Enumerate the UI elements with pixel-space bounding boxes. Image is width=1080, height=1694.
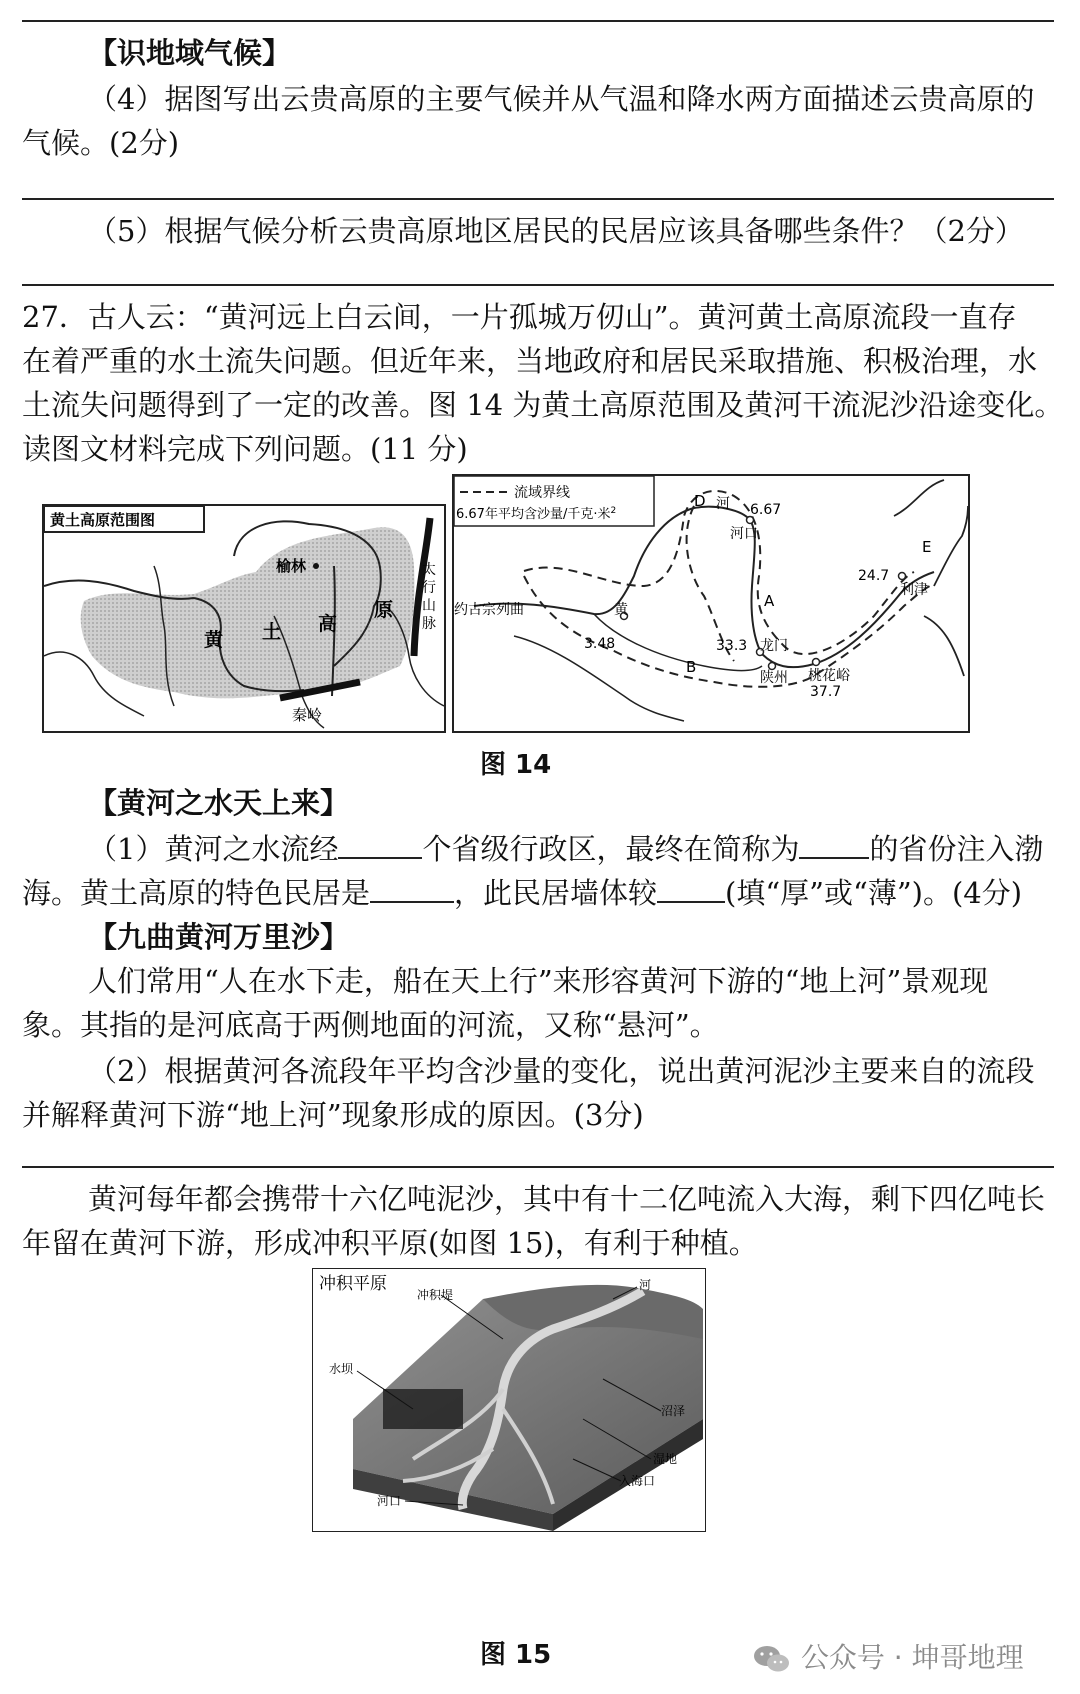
question-1-text-e: ，此民居墙体较 (454, 876, 658, 910)
value-hekou: 6.67 (750, 502, 782, 518)
label-dam: 水坝 (329, 1362, 354, 1376)
label-yuan: 原 (374, 599, 394, 621)
figure-15-caption: 图 15 (480, 1640, 552, 1670)
label-yulin: 榆林 (276, 557, 307, 575)
question-5: （5）根据气候分析云贵高原地区居民的民居应该具备哪些条件？（2分） (88, 214, 1024, 248)
answer-line (22, 1166, 1054, 1168)
answer-blank-province-abbr[interactable] (799, 833, 869, 859)
watermark (752, 1636, 1024, 1676)
label-levee: 冲积堤 (417, 1288, 454, 1302)
settlement-area (383, 1389, 463, 1429)
label-swamp: 沼泽 (661, 1404, 686, 1418)
label-river: 河 (639, 1278, 652, 1292)
station-lijin (899, 573, 906, 580)
section-heading-sand: 【九曲黄河万里沙】 (88, 920, 350, 954)
answer-line (22, 20, 1054, 22)
label-hekou: 河口 (730, 526, 758, 542)
question-27-line1: 27．古人云：“黄河远上白云间，一片孤城万仞山”。黄河黄土高原流段一直存 (22, 300, 1017, 334)
label-estuary-mouth: 入海口 (619, 1474, 656, 1488)
answer-line (22, 284, 1054, 286)
coastline (924, 616, 964, 676)
label-huang-river: 黄 (614, 602, 628, 618)
legend-boundary-label: 流域界线 (514, 485, 570, 501)
paragraph-suspended-river-2: 象。其指的是河底高于两侧地面的河流，又称“悬河”。 (22, 1008, 719, 1042)
figure-15-title: 冲积平原 (319, 1274, 387, 1294)
loess-plateau-area (81, 527, 415, 698)
label-hekou: 河口 (377, 1494, 402, 1508)
question-27-line2: 在着严重的水土流失问题。但近年来，当地政府和居民采取措施、积极治理，水 (22, 344, 1038, 378)
yellow-river-sediment-map-drawing (454, 476, 968, 731)
answer-blank-wall[interactable] (657, 877, 725, 903)
watermark-text: 公众号 · 坤哥地理 (800, 1641, 1024, 1674)
question-27-line3: 土流失问题得到了一定的改善。图 14 为黄土高原范围及黄河干流泥沙沿途变化。 (22, 388, 1064, 422)
paragraph-delta-2: 年留在黄河下游，形成冲积平原(如图 15)，有利于种植。 (22, 1226, 758, 1260)
label-E: E (922, 538, 932, 556)
value-guzong: 3.48 (584, 636, 616, 652)
station-shanzhou (769, 663, 776, 670)
label-guzong: 约古宗列曲 (454, 602, 524, 618)
legend-sediment-label: 6.67年平均含沙量/千克·米$^2$ (456, 506, 617, 522)
value-taohuayu: 37.7 (810, 684, 842, 700)
alluvial-plain-drawing (313, 1269, 705, 1531)
label-longmen: 龙门 (760, 638, 788, 654)
value-lijin: 24.7 (858, 568, 890, 584)
answer-blank-provinces[interactable] (338, 833, 422, 859)
question-1-line2 (22, 874, 1056, 912)
question-1-text-d: 海。黄土高原的特色民居是 (22, 876, 371, 910)
label-huang: 黄 (204, 629, 224, 651)
section-heading-water: 【黄河之水天上来】 (88, 786, 350, 820)
yulin-point (313, 563, 319, 569)
map-title: 黄土高原范围图 (50, 511, 156, 529)
loess-plateau-map-drawing (44, 506, 444, 731)
paragraph-delta-1: 黄河每年都会携带十六亿吨泥沙，其中有十二亿吨流入大海，剩下四亿吨长 (88, 1182, 1046, 1216)
label-D: D (694, 492, 706, 510)
question-1-text-a: （1）黄河之水流经 (88, 832, 339, 866)
label-tai: 太 (422, 562, 436, 578)
label-shan: 山 (422, 598, 436, 614)
label-tu: 土 (262, 621, 282, 643)
label-he: 河 (716, 496, 730, 512)
question-2-line2: 并解释黄河下游“地上河”现象形成的原因。(3分) (22, 1098, 644, 1132)
coastline (894, 480, 968, 586)
wechat-icon (752, 1643, 792, 1675)
label-hang: 行 (422, 580, 436, 596)
question-4-line2: 气候。(2分) (22, 126, 180, 160)
loess-plateau-map (42, 504, 446, 733)
label-mai: 脉 (422, 616, 436, 632)
paragraph-suspended-river-1: 人们常用“人在水下走，船在天上行”来形容黄河下游的“地上河”景观现 (88, 964, 989, 998)
label-wetland: 湿地 (653, 1452, 678, 1466)
question-1-text-c: 的省份注入渤 (869, 832, 1044, 866)
alluvial-plain-figure (312, 1268, 706, 1532)
label-A: A (764, 592, 775, 610)
label-B: B (686, 658, 697, 676)
question-4-line1: （4）据图写出云贵高原的主要气候并从气温和降水两方面描述云贵高原的 (88, 82, 1035, 116)
section-heading-climate: 【识地域气候】 (88, 36, 292, 70)
question-1-text-f: (填“厚”或“薄”)。(4分) (725, 876, 1023, 910)
label-lijin: 利津 (900, 582, 928, 598)
answer-blank-dwelling[interactable] (370, 877, 454, 903)
value-longmen: 33.3 (716, 638, 748, 654)
question-1-text-b: 个省级行政区，最终在简称为 (422, 832, 800, 866)
figure-14-caption: 图 14 (480, 750, 552, 780)
label-qinling: 秦岭 (292, 706, 323, 724)
label-taohuayu: 桃花峪 (808, 668, 850, 684)
station-taohuayu (813, 659, 820, 666)
question-27-line4: 读图文材料完成下列问题。(11 分) (22, 432, 468, 466)
label-gao: 高 (318, 613, 338, 635)
yellow-river-sediment-map (452, 474, 970, 733)
yellow-river-mainstream (474, 507, 934, 667)
question-1-line1 (88, 830, 1056, 868)
label-shanzhou: 陕州 (760, 670, 788, 686)
question-2-line1: （2）根据黄河各流段年平均含沙量的变化，说出黄河泥沙主要来自的流段 (88, 1054, 1035, 1088)
answer-line (22, 198, 1054, 200)
